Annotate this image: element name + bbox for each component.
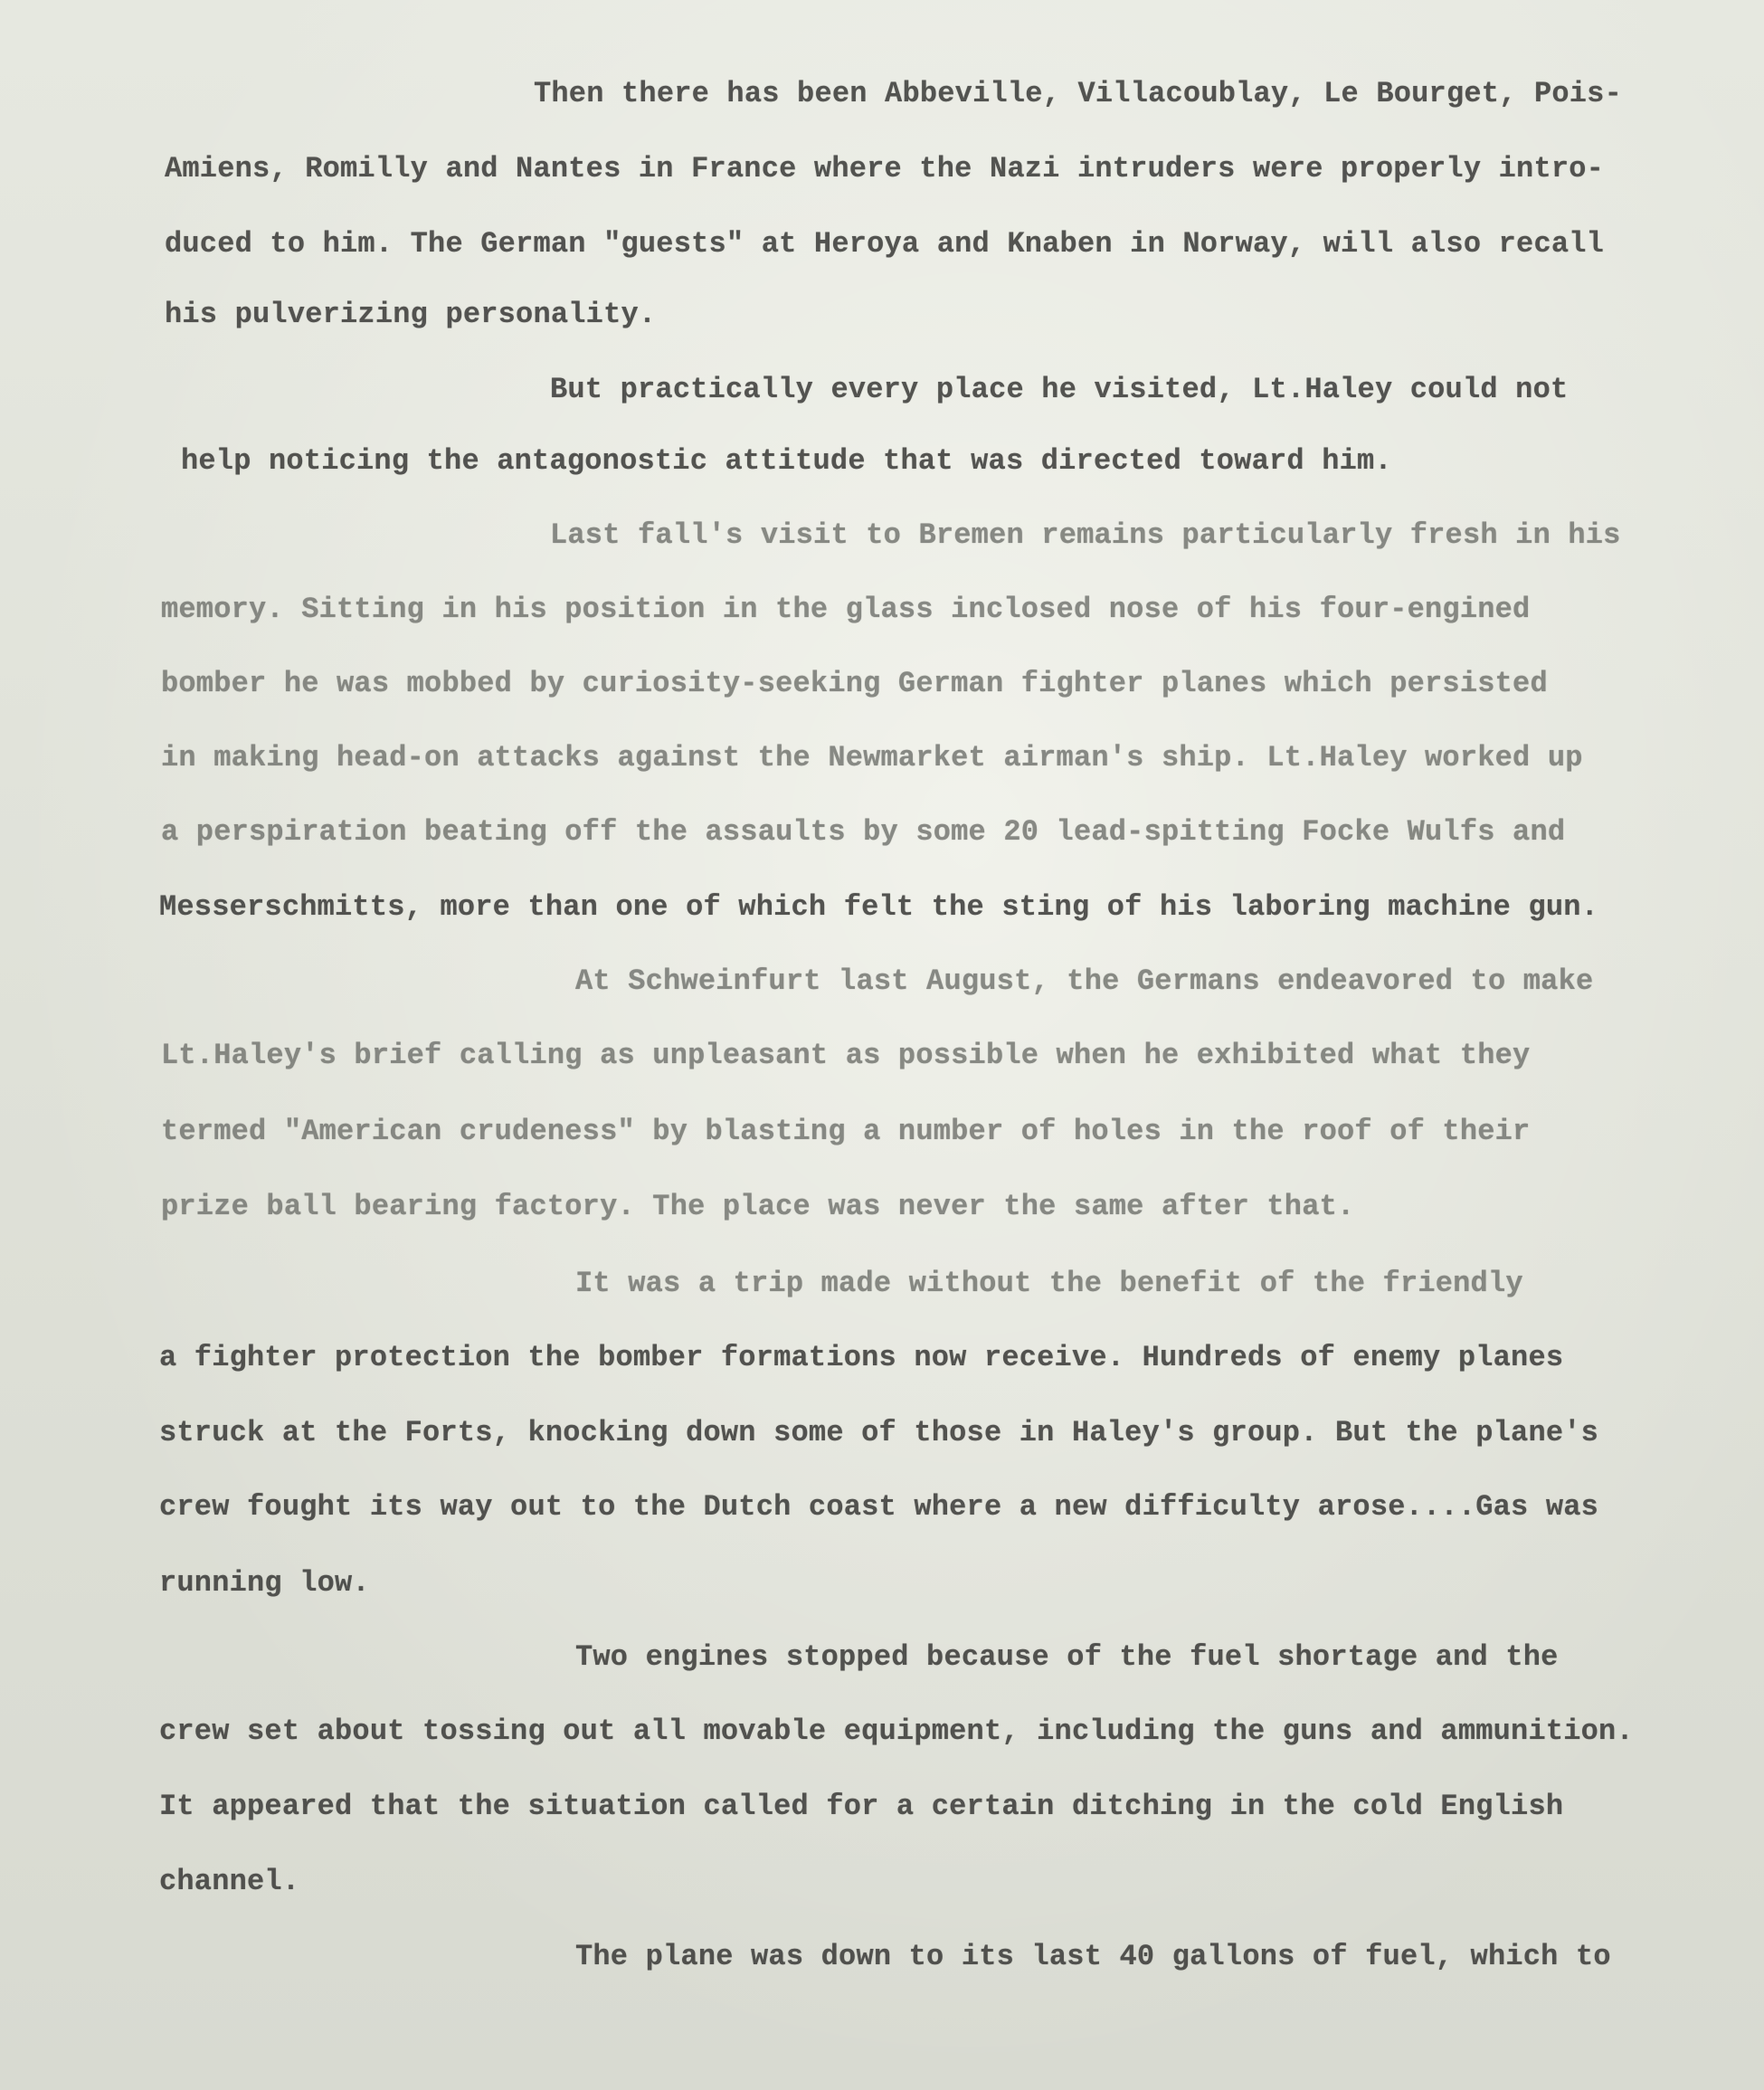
text-line: memory. Sitting in his position in the glass inclosed nose of his four-engined bbox=[161, 593, 1531, 626]
text-line: Two engines stopped because of the fuel shortage and the bbox=[575, 1640, 1559, 1674]
text-line: crew set about tossing out all movable equipment, including the guns and ammunition. bbox=[159, 1715, 1634, 1748]
text-line: channel. bbox=[159, 1865, 300, 1898]
text-line: struck at the Forts, knocking down some of those in Haley's group. But the plane's bbox=[159, 1416, 1599, 1449]
text-line: help noticing the antagonostic attitude that was directed toward him. bbox=[181, 444, 1392, 478]
text-line: At Schweinfurt last August, the Germans endeavored to make bbox=[575, 964, 1594, 998]
text-line: a fighter protection the bomber formations now receive. Hundreds of enemy planes bbox=[159, 1341, 1564, 1374]
text-line: bomber he was mobbed by curiosity-seeking German fighter planes which persisted bbox=[161, 667, 1548, 700]
text-line: duced to him. The German "guests" at Heroya and Knaben in Norway, will also recall bbox=[165, 227, 1605, 261]
text-line: prize ball bearing factory. The place was never the same after that. bbox=[161, 1190, 1355, 1223]
text-line: It was a trip made without the benefit of the friendly bbox=[575, 1267, 1523, 1300]
text-line: his pulverizing personality. bbox=[165, 298, 657, 331]
text-line: termed "American crudeness" by blasting a number of holes in the roof of their bbox=[161, 1115, 1531, 1148]
text-line: a perspiration beating off the assaults by some 20 lead-spitting Focke Wulfs and bbox=[161, 815, 1566, 849]
text-line: Last fall's visit to Bremen remains particularly fresh in his bbox=[550, 518, 1621, 552]
text-line: crew fought its way out to the Dutch coast where a new difficulty arose....Gas was bbox=[159, 1490, 1599, 1524]
text-line: Amiens, Romilly and Nantes in France where the Nazi intruders were properly intro- bbox=[165, 152, 1605, 185]
text-line: The plane was down to its last 40 gallons of fuel, which to bbox=[575, 1940, 1611, 1973]
text-line: Lt.Haley's brief calling as unpleasant as possible when he exhibited what they bbox=[161, 1039, 1531, 1072]
text-line: in making head-on attacks against the Newmarket airman's ship. Lt.Haley worked up bbox=[161, 741, 1583, 774]
text-line: Then there has been Abbeville, Villacoublay, Le Bourget, Pois- bbox=[534, 77, 1622, 110]
text-line: It appeared that the situation called for a certain ditching in the cold English bbox=[159, 1790, 1564, 1823]
text-line: running low. bbox=[159, 1566, 370, 1600]
text-line: But practically every place he visited, Lt.Haley could not bbox=[550, 373, 1569, 406]
text-line: Messerschmitts, more than one of which felt the sting of his laboring machine gun. bbox=[159, 890, 1599, 924]
